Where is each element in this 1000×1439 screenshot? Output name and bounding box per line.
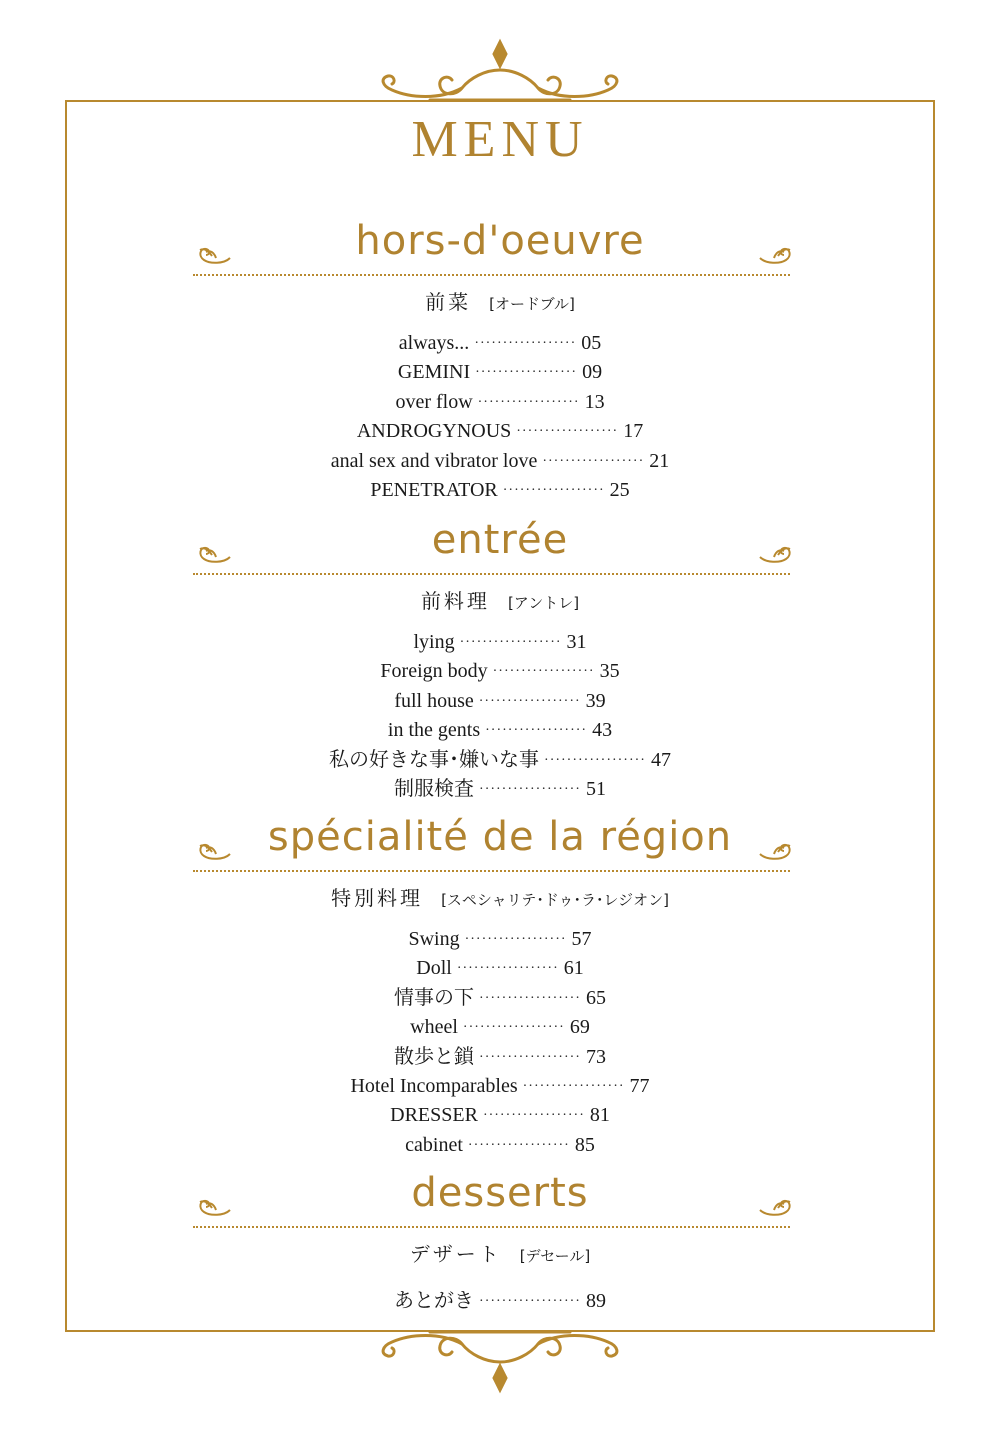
entry-title: PENETRATOR	[370, 479, 498, 502]
wing-right-icon	[758, 1196, 794, 1218]
entry-page: 77	[629, 1075, 650, 1098]
entry-page: 81	[589, 1104, 610, 1127]
dot-leader: ··················	[479, 990, 581, 1006]
dot-leader: ··················	[467, 1137, 570, 1153]
toc-entry[interactable]	[0, 1101, 1000, 1130]
toc-entry[interactable]	[0, 447, 1000, 476]
wing-right-icon	[758, 244, 794, 266]
entry-title: DRESSER	[390, 1104, 478, 1127]
section-reading: [デセール]	[519, 1247, 591, 1265]
entry-title: in the gents	[387, 719, 481, 742]
entry-page: 09	[582, 361, 603, 384]
entry-title: wheel	[410, 1016, 458, 1039]
toc-entry[interactable]	[0, 687, 1000, 716]
section-subtitle	[0, 1238, 1000, 1267]
dot-leader: ··················	[479, 1294, 581, 1309]
entry-title: cabinet	[405, 1133, 463, 1156]
dot-leader: ··················	[456, 961, 559, 977]
dot-leader: ··················	[479, 1049, 581, 1065]
toc-entry[interactable]	[0, 417, 1000, 446]
toc-entry[interactable]	[0, 476, 1000, 505]
wing-right-icon	[758, 543, 794, 565]
entry-page: 73	[585, 1045, 606, 1068]
section-subtitle	[0, 882, 1000, 911]
toc-entry[interactable]	[0, 657, 1000, 686]
dot-leader: ··················	[459, 635, 562, 650]
toc-entry[interactable]	[0, 358, 1000, 387]
entry-page: 65	[585, 986, 606, 1009]
toc-entry[interactable]	[0, 388, 1000, 417]
section-hors-doeuvre	[0, 218, 1000, 505]
section-reading: [アントレ]	[507, 594, 580, 612]
scroll-ornament-icon	[370, 1324, 630, 1394]
entry-page: 51	[585, 778, 606, 801]
toc-entry[interactable]	[0, 716, 1000, 745]
section-specialite	[0, 814, 1000, 1160]
entry-page: 69	[569, 1016, 590, 1039]
dotted-rule	[193, 1226, 790, 1228]
section-jp: 前菜	[425, 292, 472, 314]
entry-page: 35	[599, 660, 620, 683]
dot-leader: ··················	[485, 723, 588, 739]
entry-page: 89	[585, 1290, 606, 1312]
dot-leader: ··················	[479, 782, 581, 798]
dot-leader: ··················	[474, 336, 577, 351]
entry-page: 25	[609, 479, 630, 502]
section-entree	[0, 517, 1000, 804]
section-title: spécialité de la région	[267, 814, 733, 860]
dot-leader: ··················	[492, 664, 595, 680]
entry-page: 05	[581, 332, 602, 354]
entry-title: lying	[413, 631, 455, 653]
section-desserts	[0, 1170, 1000, 1316]
dot-leader: ··················	[516, 424, 619, 440]
toc-entry[interactable]	[0, 954, 1000, 983]
dotted-rule	[193, 870, 790, 872]
toc-entry[interactable]	[0, 329, 1000, 358]
entry-page: 31	[566, 631, 587, 653]
toc-list	[0, 1287, 1000, 1316]
section-jp: 特別料理	[331, 888, 424, 910]
dot-leader: ··················	[464, 932, 567, 947]
entry-page: 13	[584, 390, 605, 413]
entry-title: ANDROGYNOUS	[356, 420, 512, 443]
entry-title: over flow	[395, 390, 473, 413]
toc-list	[0, 329, 1000, 505]
entry-page: 43	[592, 719, 613, 742]
dotted-rule	[193, 573, 790, 575]
toc-entry[interactable]	[0, 775, 1000, 804]
dot-leader: ··················	[502, 483, 605, 499]
section-reading: [スペシャリテ･ドゥ･ラ･レジオン]	[441, 891, 669, 909]
dot-leader: ··················	[475, 365, 578, 381]
entry-title: Foreign body	[380, 660, 488, 683]
toc-entry[interactable]	[0, 1072, 1000, 1101]
entry-title: always...	[398, 332, 470, 354]
toc-entry[interactable]	[0, 1013, 1000, 1042]
toc-entry[interactable]	[0, 1131, 1000, 1160]
entry-title: Doll	[416, 957, 452, 980]
toc-entry[interactable]	[0, 1287, 1000, 1316]
entry-page: 39	[585, 689, 606, 712]
section-subtitle	[0, 286, 1000, 315]
dot-leader: ··················	[522, 1079, 625, 1095]
section-subtitle	[0, 585, 1000, 614]
entry-page: 21	[649, 449, 670, 472]
dot-leader: ··················	[542, 453, 645, 469]
wing-right-icon	[758, 840, 794, 862]
section-reading: [オードブル]	[489, 295, 575, 313]
dot-leader: ··················	[478, 693, 581, 709]
toc-entry[interactable]	[0, 1043, 1000, 1072]
entry-title: Swing	[408, 928, 460, 950]
toc-entry[interactable]	[0, 746, 1000, 775]
entry-title: 散歩と鎖	[394, 1045, 475, 1068]
toc-entry[interactable]	[0, 628, 1000, 657]
section-jp: 前料理	[420, 591, 490, 613]
entry-page: 47	[650, 748, 671, 771]
dot-leader: ··················	[462, 1020, 565, 1036]
toc-list	[0, 628, 1000, 804]
entry-title: anal sex and vibrator love	[330, 449, 538, 472]
scroll-ornament-icon	[370, 38, 630, 108]
entry-title: 情事の下	[394, 986, 475, 1009]
entry-page: 85	[574, 1133, 595, 1156]
toc-entry[interactable]	[0, 925, 1000, 954]
entry-title: 私の好きな事･嫌いな事	[329, 748, 540, 771]
toc-list	[0, 925, 1000, 1160]
entry-page: 61	[563, 957, 584, 980]
entry-title: あとがき	[394, 1290, 475, 1312]
section-title: desserts	[411, 1170, 589, 1216]
dot-leader: ··················	[482, 1108, 585, 1124]
entry-page: 17	[623, 420, 644, 443]
dot-leader: ··················	[544, 752, 646, 768]
dotted-rule	[193, 274, 790, 276]
entry-page: 57	[571, 928, 592, 950]
section-title: hors-d'oeuvre	[355, 218, 645, 264]
entry-title: Hotel Incomparables	[350, 1075, 518, 1098]
dot-leader: ··················	[477, 394, 580, 410]
section-title: entrée	[431, 517, 569, 563]
entry-title: full house	[394, 689, 474, 712]
entry-title: 制服検査	[394, 778, 475, 801]
page-title: MENU	[411, 111, 589, 168]
toc-entry[interactable]	[0, 984, 1000, 1013]
section-jp: デザート	[409, 1244, 502, 1266]
entry-title: GEMINI	[397, 361, 471, 384]
